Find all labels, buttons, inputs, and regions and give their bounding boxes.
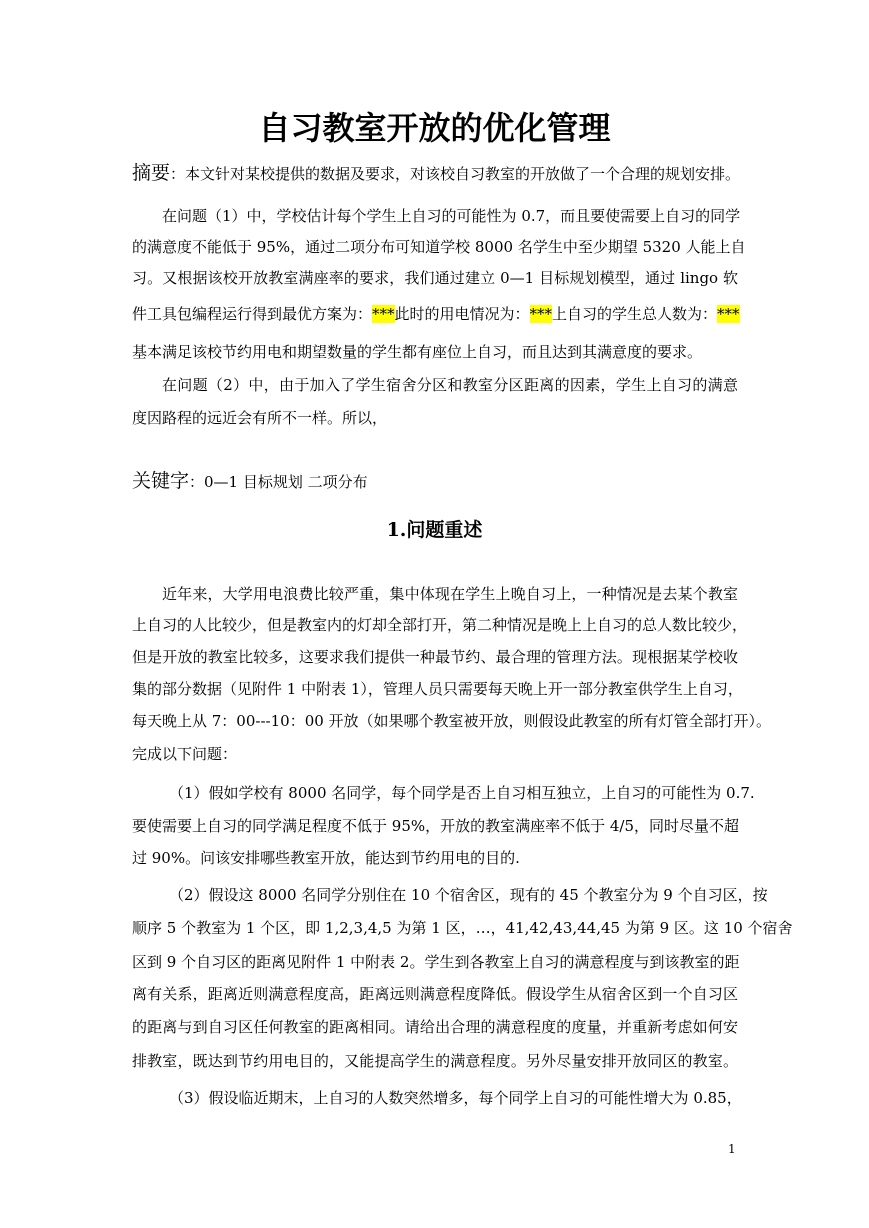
question-3-line: （3）假设临近期末，上自习的人数突然增多，每个同学上自习的可能性增大为 0.85，	[169, 1089, 742, 1107]
abstract-text: 此时的用电情况为：	[394, 305, 530, 323]
question-2-line: 离有关系，距离近则满意程度高，距离远则满意程度降低。假设学生从宿舍区到一个自习区	[132, 985, 738, 1003]
abstract-p1-line	[132, 303, 738, 325]
question-1-line: 过 90%。问该安排哪些教室开放，能达到节约用电的目的.	[132, 849, 520, 867]
question-2-line: 的距离与到自习区任何教室的距离相同。请给出合理的满意程度的度量，并重新考虑如何安	[132, 1018, 738, 1036]
abstract-p1-line: 在问题（1）中，学校估计每个学生上自习的可能性为 0.7，而且要使需要上自习的同学	[162, 207, 741, 225]
abstract-p2-line: 在问题（2）中，由于加入了学生宿舍分区和教室分区距离的因素，学生上自习的满意	[162, 376, 738, 394]
abstract-p1-line: 的满意度不能低于 95%，通过二项分布可知道学校 8000 名学生中至少期望 5320 人能上自	[132, 238, 746, 256]
abstract-p1-line: 习。又根据该校开放教室满座率的要求，我们通过建立 0—1 目标规划模型，通过 lingo 软	[132, 269, 738, 287]
section-paragraph-line: 上自习的人比较少，但是教室内的灯却全部打开，第二种情况是晚上上自习的总人数比较少，	[132, 616, 748, 634]
abstract-intro: ：本文针对某校提供的数据及要求，对该校自习教室的开放做了一个合理的规划安排。	[170, 165, 741, 183]
keywords-text: ：0—1 目标规划 二项分布	[189, 473, 368, 491]
highlight-placeholder: ***	[372, 305, 395, 323]
highlight-placeholder: ***	[717, 305, 740, 323]
abstract-text: 件工具包编程运行得到最优方案为：	[132, 305, 373, 323]
abstract-text: 上自习的学生总人数为：	[552, 305, 718, 323]
question-2-line: 排教室，既达到节约用电目的，又能提高学生的满意程度。另外尽量安排开放同区的教室。	[132, 1052, 738, 1070]
highlight-placeholder: ***	[529, 305, 553, 323]
abstract-p2-line: 度因路程的远近会有所不一样。所以，	[132, 409, 388, 427]
question-2-line: 区到 9 个自习区的距离见附件 1 中附表 2。学生到各教室上自习的满意程度与到该教室的距	[132, 953, 740, 971]
document-title: 自习教室开放的优化管理	[258, 109, 611, 147]
keywords-line	[132, 470, 738, 493]
question-2-line: （2）假设这 8000 名同学分别住在 10 个宿舍区，现有的 45 个教室分为 9 个自习区，按	[169, 886, 768, 904]
question-1-line: （1）假如学校有 8000 名同学，每个同学是否上自习相互独立，上自习的可能性为 0.7.	[169, 784, 755, 802]
abstract-p1-line: 基本满足该校节约用电和期望数量的学生都有座位上自习，而且达到其满意度的要求。	[132, 343, 703, 361]
keywords-label: 关键字	[132, 470, 190, 492]
section-paragraph-line: 集的部分数据（见附件 1 中附表 1），管理人员只需要每天晚上开一部分教室供学生上自习，	[132, 680, 743, 698]
question-2-line: 顺序 5 个教室为 1 个区，即 1,2,3,4,5 为第 1 区，…，41,42,43,44,45 为第 9 区。这 10 个宿舍	[132, 919, 793, 937]
abstract-line	[132, 162, 741, 185]
section-heading: 1.问题重述	[386, 519, 483, 541]
page-number: 1	[728, 1142, 736, 1156]
section-paragraph-line: 但是开放的教室比较多，这要求我们提供一种最节约、最合理的管理方法。现根据某学校收	[132, 648, 738, 666]
section-paragraph-line: 每天晚上从 7：00---10：00 开放（如果哪个教室被开放，则假设此教室的所有灯管全部打开）。	[132, 712, 772, 730]
section-paragraph-line: 近年来，大学用电浪费比较严重，集中体现在学生上晚自习上，一种情况是去某个教室	[162, 585, 738, 603]
section-paragraph-line: 完成以下问题：	[132, 745, 238, 763]
abstract-label: 摘要	[132, 162, 171, 184]
question-1-line: 要使需要上自习的同学满足程度不低于 95%，开放的教室满座率不低于 4/5，同时尽量不超	[132, 817, 740, 835]
